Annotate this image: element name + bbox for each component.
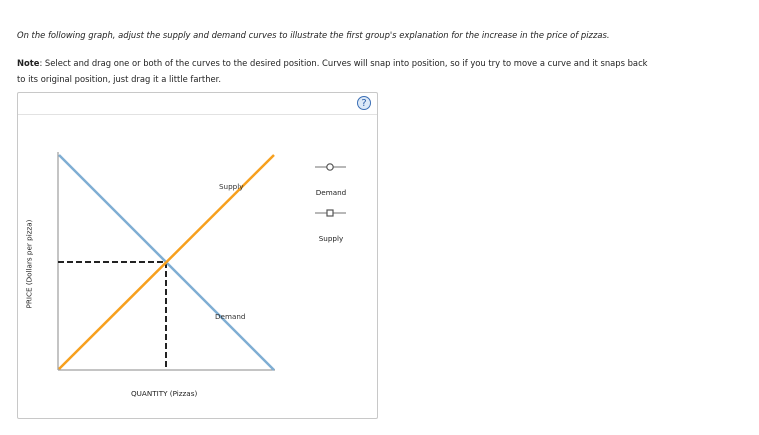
help-icon[interactable]: ?: [357, 96, 371, 110]
x-axis-label: QUANTITY (Pizzas): [131, 389, 198, 398]
supply-curve-label: Supply: [219, 182, 244, 191]
legend-supply-tool[interactable]: [315, 210, 346, 216]
note-text: : Select and drag one or both of the curves to the desired position. Curves will snap into position, so if you try to move a curve and it snaps back: [39, 58, 648, 68]
legend-demand-label: Demand: [315, 188, 347, 197]
y-axis-label: PRICE (Dollars per pizza): [24, 219, 34, 309]
legend-supply-label: Supply: [318, 234, 344, 243]
demand-curve-label: Demand: [215, 312, 246, 321]
note-text-cont: to its original position, just drag it a little farther.: [17, 74, 222, 84]
instructions-text: On the following graph, adjust the supply and demand curves to illustrate the first group's explanation for the increase in the price of pizzas.: [17, 30, 610, 40]
circle-handle-icon: [327, 164, 333, 170]
square-handle-icon: [327, 210, 333, 216]
note-label: Note: [17, 58, 40, 68]
legend-demand-tool[interactable]: [315, 164, 346, 170]
